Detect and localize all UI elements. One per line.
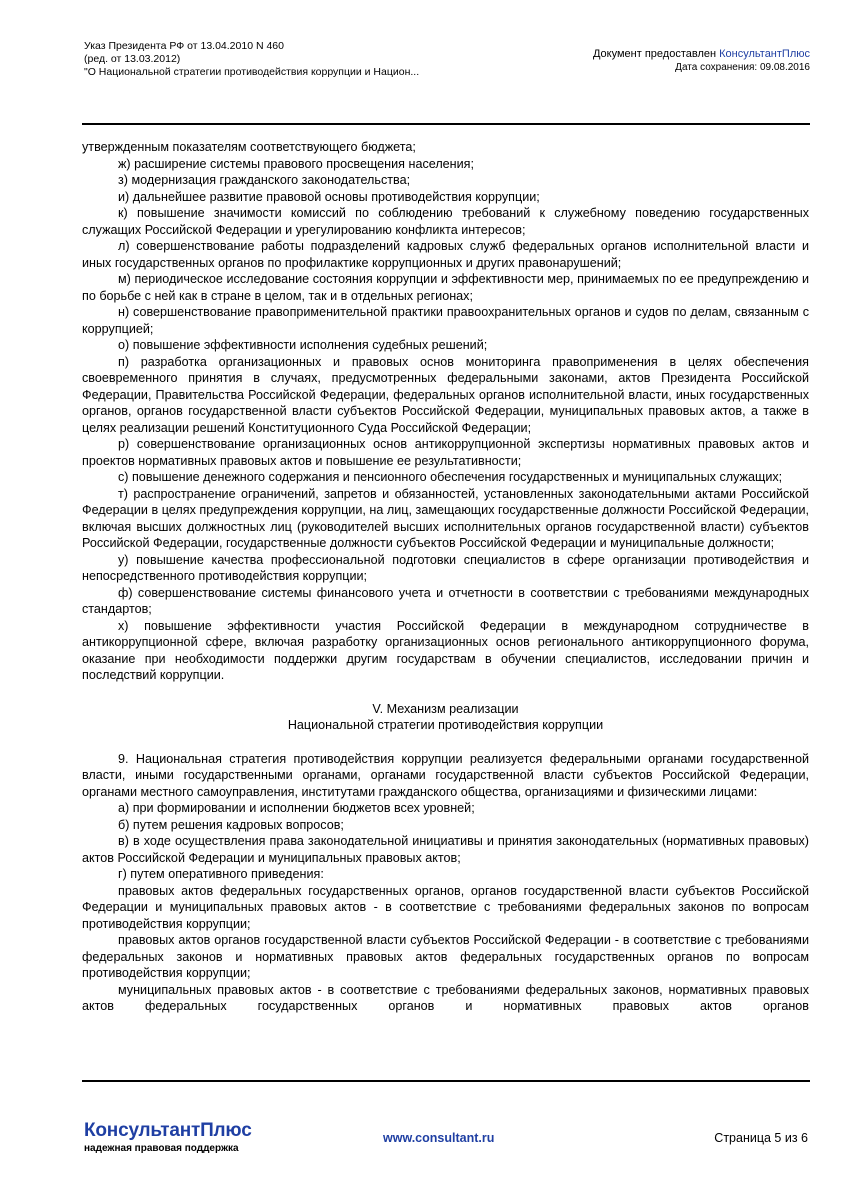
save-date: Дата сохранения: 09.08.2016 (675, 62, 810, 73)
doc-title-line: Указ Президента РФ от 13.04.2010 N 460 (84, 40, 284, 52)
paragraph: а) при формировании и исполнении бюджетов всех уровней; (118, 801, 475, 815)
paragraph: и) дальнейшее развитие правовой основы противодействия коррупции; (118, 189, 540, 204)
paragraph: муниципальных правовых актов - в соответствие с требованиями федеральных законов, нормативных правовых актов федеральных государственных органов и нормативных правовых актов органов (82, 982, 809, 1013)
paragraph: л) совершенствование работы подразделений кадровых служб федеральных органов исполнительной власти и иных государственных органов по профилактике коррупционных и других правонарушений; (82, 239, 809, 270)
section-heading: V. Механизм реализации (372, 701, 519, 716)
provided-by (593, 47, 810, 61)
paragraphs-list-1 (82, 139, 809, 684)
provider-header (593, 47, 810, 75)
paragraph: утвержденным показателям соответствующего бюджета; (82, 140, 416, 154)
paragraph: м) периодическое исследование состояния коррупции и эффективности мер, принимаемых по ее предупреждению и по борьбе с ней как в стране в целом, так и в отдельных регионах; (82, 272, 809, 303)
provider-brand-link[interactable]: КонсультантПлюс (719, 48, 810, 60)
footer-brand-name: КонсультантПлюс (84, 1120, 252, 1141)
paragraph: правовых актов федеральных государственных органов, органов государственной власти субъектов Российской Федерации и муниципальных правовых актов - в соответствие с требованиями федеральных законов по вопросам противодействия коррупции; (82, 883, 809, 931)
paragraph: 9. Национальная стратегия противодействия коррупции реализуется федеральными органами государственной власти, иными государственными органами, органами государственной власти субъектов Российской Федерации, органами местного самоуправления, институтами гражданского общества, организациями и физическими лицами: (82, 751, 809, 799)
paragraph: к) повышение значимости комиссий по соблюдению требований к служебному поведению государственных служащих Российской Федерации и урегулированию конфликта интересов; (82, 206, 809, 237)
footer-logo[interactable] (84, 1120, 252, 1156)
paragraph: о) повышение эффективности исполнения судебных решений; (118, 338, 488, 352)
paragraph: п) разработка организационных и правовых основ мониторинга правоприменения в целях обеспечения своевременного принятия в случаях, предусмотренных федеральными законами, актов Президента Российской Федерации, Правительства Российской Федерации, федеральных органов исполнительной власти, иных государственных органов, органов государственной власти субъектов Российской Федерации, муниципальных правовых актов, а также в целях реализации решений Конституционного Суда Российской Федерации; (82, 354, 809, 435)
paragraph: ж) расширение системы правового просвещения населения; (118, 156, 474, 171)
paragraphs-list-2 (82, 751, 809, 1015)
paragraph: з) модернизация гражданского законодательства; (118, 173, 411, 187)
paragraph: т) распространение ограничений, запретов и обязанностей, установленных законодательными актами Российской Федерации в целях предупреждения коррупции, на лиц, замещающих государственные должности Российской Федерации, включая высших должностных лиц (руководителей высших исполнительных органов государственной власти) субъектов Российской Федерации, государственные должности субъектов Российской Федерации и муниципальные должности; (82, 486, 809, 550)
paragraph: р) совершенствование организационных основ антикоррупционной экспертизы нормативных правовых актов и проектов нормативных правовых актов и повышение ее результативности; (82, 437, 809, 468)
paragraph: б) путем решения кадровых вопросов; (118, 817, 344, 832)
footer-site-link[interactable]: www.consultant.ru (383, 1131, 495, 1145)
paragraph: н) совершенствование правоприменительной практики правоохранительных органов и судов по делам, связанным с коррупцией; (82, 305, 809, 336)
doc-title-line: (ред. от 13.03.2012) (84, 53, 181, 65)
document-title-header (84, 40, 504, 79)
spacer (82, 734, 809, 751)
paragraph: г) путем оперативного приведения: (118, 867, 324, 881)
paragraph: в) в ходе осуществления права законодательной инициативы и принятия законодательных (нормативных правовых) актов Российской Федерации и муниципальных правовых актов; (82, 834, 809, 865)
page-number: Страница 5 из 6 (714, 1131, 808, 1145)
provided-by-prefix: Документ предоставлен (592, 48, 720, 60)
document-body (82, 139, 809, 1015)
paragraph: с) повышение денежного содержания и пенсионного обеспечения государственных и муниципальных служащих; (118, 470, 783, 484)
paragraph: у) повышение качества профессиональной подготовки специалистов в сфере организации противодействия и непосредственного противодействия коррупции; (82, 552, 809, 583)
footer-divider (82, 1080, 810, 1082)
footer-tagline: надежная правовая поддержка (84, 1143, 239, 1154)
section-subheading: Национальной стратегии противодействия коррупции (287, 718, 604, 732)
spacer (82, 684, 809, 701)
paragraph: х) повышение эффективности участия Российской Федерации в международном сотрудничестве в антикоррупционной сфере, включая разработку организационных основ регионального антикоррупционного форума, оказание при необходимости поддержки другим государствам в обучении специалистов, исследовании причин и последствий коррупции. (82, 618, 809, 682)
doc-title-line: "О Национальной стратегии противодействия коррупции и Национ... (84, 66, 420, 78)
paragraph: правовых актов органов государственной власти субъектов Российской Федерации - в соответствие с требованиями федеральных законов и нормативных правовых актов федеральных государственных органов по вопросам противодействия коррупции; (82, 933, 809, 980)
paragraph: ф) совершенствование системы финансового учета и отчетности в соответствии с требованиями международных стандартов; (82, 585, 809, 616)
header-divider (82, 123, 810, 125)
